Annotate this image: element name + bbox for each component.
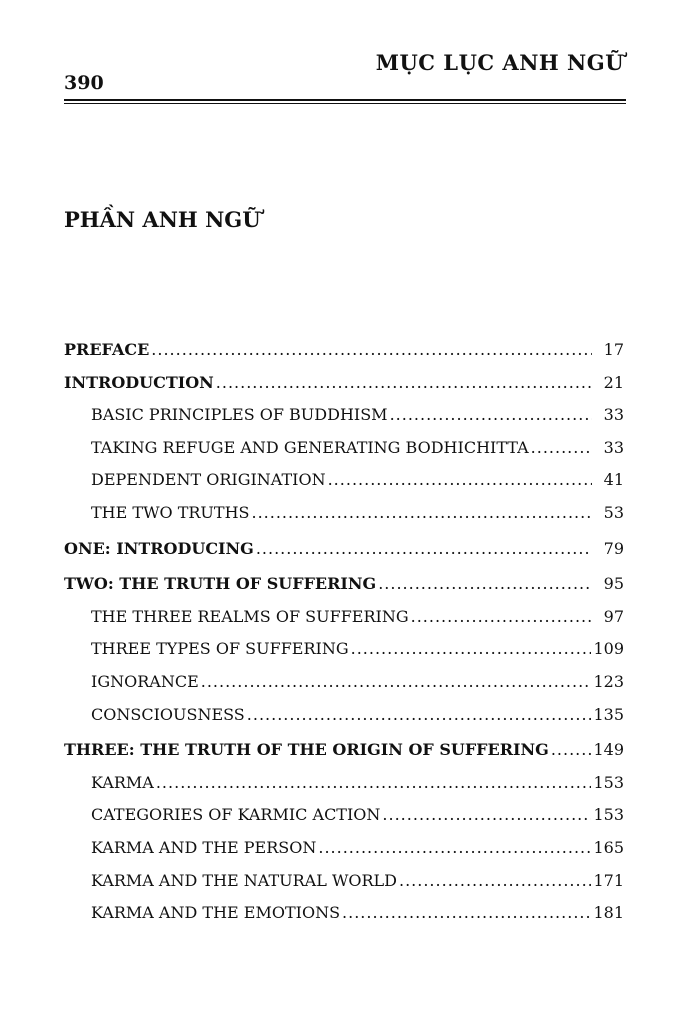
toc-dot-leader — [342, 897, 591, 930]
toc-entry-page: 165 — [593, 837, 624, 857]
toc-entry-label: TWO: THE TRUTH OF SUFFERING — [64, 574, 377, 594]
toc-dot-leader — [247, 699, 592, 732]
toc-entry-page: 153 — [593, 772, 624, 792]
toc-entry — [64, 865, 624, 898]
toc-entry-page: 97 — [603, 606, 624, 626]
toc-entry-page: 41 — [603, 470, 624, 490]
toc-dot-leader — [256, 533, 592, 566]
header-rule-thin — [64, 103, 626, 104]
toc-entry-label: KARMA — [91, 772, 154, 792]
toc-entry — [64, 334, 624, 367]
toc-entry-label: KARMA AND THE NATURAL WORLD — [91, 870, 397, 890]
toc-dot-leader — [201, 666, 592, 699]
toc-entry-label: TAKING REFUGE AND GENERATING BODHICHITTA — [91, 437, 529, 457]
toc-entry — [64, 568, 624, 601]
toc-entry-label: THREE TYPES OF SUFFERING — [91, 639, 349, 659]
toc-entry — [64, 633, 624, 666]
toc-dot-leader — [318, 832, 591, 865]
toc-entry — [64, 432, 624, 465]
page-number: 390 — [64, 72, 104, 94]
toc-dot-leader — [382, 799, 591, 832]
toc-entry — [64, 533, 624, 566]
toc-entry-page: 33 — [603, 405, 624, 425]
toc-entry — [64, 832, 624, 865]
header-rule-thick — [64, 99, 626, 101]
toc-dot-leader — [378, 568, 592, 601]
toc-dot-leader — [411, 601, 592, 634]
toc-entry-label: CATEGORIES OF KARMIC ACTION — [91, 805, 381, 825]
toc-entry-page: 95 — [603, 574, 624, 594]
toc-entry — [64, 897, 624, 930]
toc-entry-label: IGNORANCE — [91, 671, 199, 691]
toc-entry-label: PREFACE — [64, 340, 150, 359]
toc-entry-label: BASIC PRINCIPLES OF BUDDHISM — [91, 405, 388, 425]
toc-dot-leader — [252, 497, 593, 530]
toc-entry — [64, 497, 624, 530]
toc-entry — [64, 601, 624, 634]
toc-entry-page: 123 — [593, 671, 624, 691]
toc-dot-leader — [216, 367, 592, 400]
toc-entry-label: DEPENDENT ORIGINATION — [91, 470, 326, 490]
toc-entry — [64, 767, 624, 800]
toc-entry-page: 21 — [603, 372, 624, 392]
toc-entry-page: 171 — [593, 870, 624, 890]
toc-entry-label: INTRODUCTION — [64, 372, 214, 392]
toc-entry — [64, 399, 624, 432]
toc-entry-label: KARMA AND THE PERSON — [91, 837, 317, 857]
toc-entry — [64, 734, 624, 767]
toc-dot-leader — [531, 432, 592, 465]
toc-entry-label: ONE: INTRODUCING — [64, 538, 254, 558]
running-title: MỤC LỤC ANH NGỮ — [375, 50, 624, 75]
toc-entry-page: 33 — [603, 437, 624, 457]
toc-dot-leader — [156, 767, 592, 800]
toc-entry-page: 109 — [593, 639, 624, 659]
toc-dot-leader — [328, 464, 592, 497]
toc-entry-page: 135 — [593, 704, 624, 724]
toc-entry — [64, 699, 624, 732]
toc-entry-label: KARMA AND THE EMOTIONS — [91, 903, 341, 923]
toc-entry-page: 149 — [593, 740, 624, 760]
toc-entry — [64, 799, 624, 832]
toc-dot-leader — [390, 399, 592, 432]
toc-entry-label: THE TWO TRUTHS — [91, 502, 250, 522]
toc-entry-page: 153 — [593, 805, 624, 825]
toc-entry-page: 79 — [603, 538, 624, 558]
table-of-contents — [64, 334, 624, 930]
toc-entry-page: 181 — [593, 903, 624, 923]
section-heading: PHẦN ANH NGỮ — [64, 207, 261, 232]
toc-dot-leader — [399, 865, 591, 898]
toc-entry — [64, 464, 624, 497]
toc-dot-leader — [351, 633, 592, 666]
toc-entry — [64, 367, 624, 400]
toc-dot-leader — [551, 734, 592, 767]
toc-entry-label: THE THREE REALMS OF SUFFERING — [91, 606, 409, 626]
toc-entry-label: THREE: THE TRUTH OF THE ORIGIN OF SUFFERING — [64, 740, 549, 760]
toc-entry-page: 53 — [603, 502, 624, 522]
toc-entry-page: 17 — [603, 340, 624, 359]
toc-dot-leader — [151, 334, 592, 367]
toc-entry-label: CONSCIOUSNESS — [91, 704, 245, 724]
toc-entry — [64, 666, 624, 699]
